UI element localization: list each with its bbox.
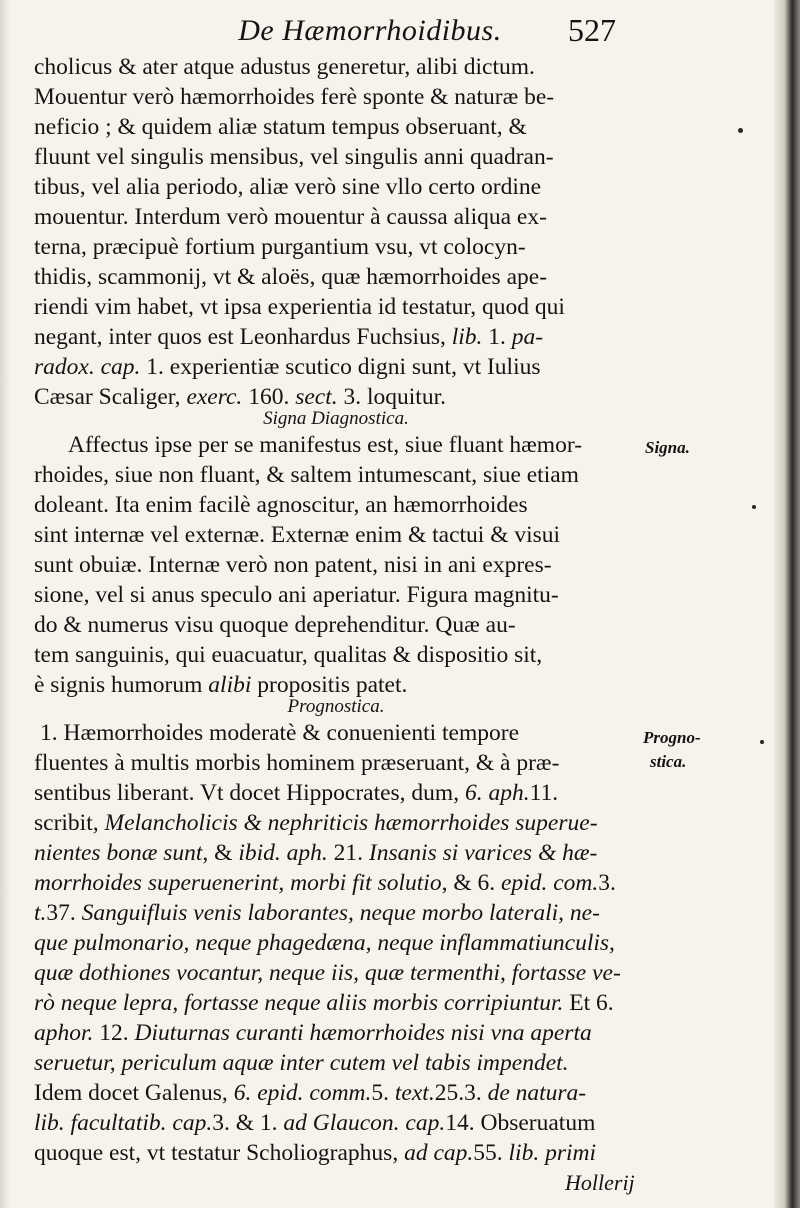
page-left-edge (0, 0, 10, 1208)
text-run: 55. (473, 1140, 509, 1166)
text-line (34, 352, 541, 382)
quotation: Melancholicis & nephriticis hæmorrhoides superue- (104, 810, 598, 836)
text-run: Cæsar Scaliger, (34, 384, 187, 410)
text-line: neficio ; & quidem aliæ statum tempus obseruant, & (34, 114, 527, 140)
text-run: 25.3. (434, 1080, 488, 1106)
text-line: tem sanguinis, qui euacuatur, qualitas & dispositio sit, (34, 642, 543, 668)
text-line: que pulmonario, neque phagedæna, neque inflammatiunculis, (34, 930, 615, 956)
citation: ad cap. (404, 1140, 474, 1166)
citation: ibid. aph. (238, 840, 328, 866)
text-line: terna, præcipuè fortium purgantium vsu, vt colocyn- (34, 234, 526, 260)
text-run: 5. (371, 1080, 395, 1106)
quotation: Sanguifluis venis laborantes, neque morbo laterali, ne- (81, 900, 600, 926)
citation: epid. com. (500, 870, 599, 896)
citation: lib. primi (508, 1140, 596, 1166)
citation: de natura- (487, 1080, 587, 1106)
citation: pa- (511, 324, 544, 350)
citation: 6. aph. (464, 780, 530, 806)
text-run: 3. & 1. (212, 1110, 284, 1136)
citation: aphor. (34, 1020, 94, 1046)
text-line: riendi vim habet, vt ipsa experientia id testatur, quod qui (34, 294, 565, 320)
text-line: 1. Hæmorrhoides moderatè & conuenienti tempore (40, 720, 520, 746)
text-run: 37. (46, 900, 82, 926)
text-line: thidis, scammonij, vt & aloës, quæ hæmorrhoides ape- (34, 264, 548, 290)
margin-note-stica: stica. (650, 752, 687, 771)
text-run: 14. Obseruatum (445, 1110, 596, 1136)
text-line: tibus, vel alia periodo, aliæ verò sine vllo certo ordine (34, 174, 542, 200)
text-run: quoque est, vt testatur Scholiographus, (34, 1140, 405, 1166)
citation: t. (34, 900, 47, 926)
text-line: sunt obuiæ. Internæ verò non patent, nisi in ani expres- (34, 552, 552, 578)
text-line (34, 988, 614, 1018)
text-line (34, 1108, 595, 1138)
ink-speck (738, 128, 743, 133)
text-line: fluunt vel singulis mensibus, vel singulis anni quadran- (34, 144, 554, 170)
text-run: propositis patet. (251, 672, 408, 698)
citation: text. (394, 1080, 435, 1106)
citation: 6. epid. comm. (233, 1080, 372, 1106)
text-run: 3. (598, 870, 616, 896)
text-line: doleant. Ita enim facilè agnoscitur, an hæmorrhoides (34, 492, 528, 518)
quotation: morrhoides superuenerint, morbi fit solutio (34, 870, 442, 896)
section-heading-diagnostica: Signa Diagnostica. (263, 408, 409, 429)
text-line: sint internæ vel externæ. Externæ enim & tactui & visui (34, 522, 561, 548)
text-line (34, 322, 543, 352)
ink-speck (752, 505, 756, 509)
text-run: 3. loquitur. (337, 384, 446, 410)
text-run: scribit, (34, 810, 105, 836)
page-number: 527 (568, 12, 616, 48)
text-line (34, 1018, 592, 1048)
margin-note-progno: Progno- (643, 728, 701, 747)
quotation: nientes bonæ sunt (34, 840, 203, 866)
italic-word: alibi (208, 672, 252, 698)
text-run: 21. (327, 840, 369, 866)
text-line (34, 838, 597, 868)
text-line: Mouentur verò hæmorrhoides ferè sponte & naturæ be- (34, 84, 555, 110)
citation: sect. (295, 384, 338, 410)
page-binding-edge (774, 0, 800, 1208)
citation: exerc. (186, 384, 243, 410)
catchword: Hollerij (565, 1170, 635, 1195)
text-line (34, 1138, 596, 1168)
text-run: 160. (242, 384, 296, 410)
text-line: Affectus ipse per se manifestus est, siue fluant hæmor- (68, 432, 583, 458)
ink-speck (760, 740, 764, 744)
text-line: seruetur, periculum aquæ inter cutem vel tabis impendet. (34, 1050, 569, 1076)
text-line (34, 898, 600, 928)
text-run: sentibus liberant. Vt docet Hippocrates, dum, (34, 780, 465, 806)
text-line: quæ dothiones vocantur, neque iis, quæ termenthi, fortasse ve- (34, 960, 621, 986)
text-line: sione, vel si anus speculo ani aperiatur. Figura magnitu- (34, 582, 559, 608)
text-run: 12. (93, 1020, 135, 1046)
text-run: , & 6. (441, 870, 501, 896)
text-line: do & numerus visu quoque deprehenditur. Quæ au- (34, 612, 516, 638)
text-line (34, 868, 616, 898)
quotation: Diuturnas curanti hæmorrhoides nisi vna aperta (134, 1020, 592, 1046)
text-line (34, 1078, 586, 1108)
running-title: De Hæmorrhoidibus. (238, 14, 502, 47)
text-line (34, 778, 558, 808)
text-run: negant, inter quos est Leonhardus Fuchsius, (34, 324, 446, 350)
text-line (34, 808, 598, 838)
citation: radox. cap. (34, 354, 141, 380)
text-run: Idem docet Galenus, (34, 1080, 234, 1106)
text-run: , & (202, 840, 239, 866)
text-run: è signis humorum (34, 672, 209, 698)
text-line: fluentes à multis morbis hominem præseruant, & à præ- (34, 750, 560, 776)
margin-note-signa: Signa. (645, 438, 690, 457)
section-heading-prognostica: Prognostica. (287, 696, 385, 717)
text-line: rhoides, siue non fluant, & saltem intumescant, siue etiam (34, 462, 579, 488)
text-run: 1. (482, 324, 512, 350)
text-line: mouentur. Interdum verò mouentur à caussa aliqua ex- (34, 204, 547, 230)
quotation: rò neque lepra, fortasse neque aliis morbis corripiuntur. (34, 990, 564, 1016)
text-run: 1. experientiæ scutico digni sunt, vt Iulius (140, 354, 541, 380)
quotation: Insanis si varices & hæ- (368, 840, 598, 866)
citation: lib. facultatib. cap. (34, 1110, 213, 1136)
text-run: 11. (529, 780, 559, 806)
text-run: Et 6. (563, 990, 614, 1016)
citation: ad Glaucon. cap. (283, 1110, 446, 1136)
text-line: cholicus & ater atque adustus generetur, alibi dictum. (34, 54, 535, 80)
citation: lib. (451, 324, 483, 350)
